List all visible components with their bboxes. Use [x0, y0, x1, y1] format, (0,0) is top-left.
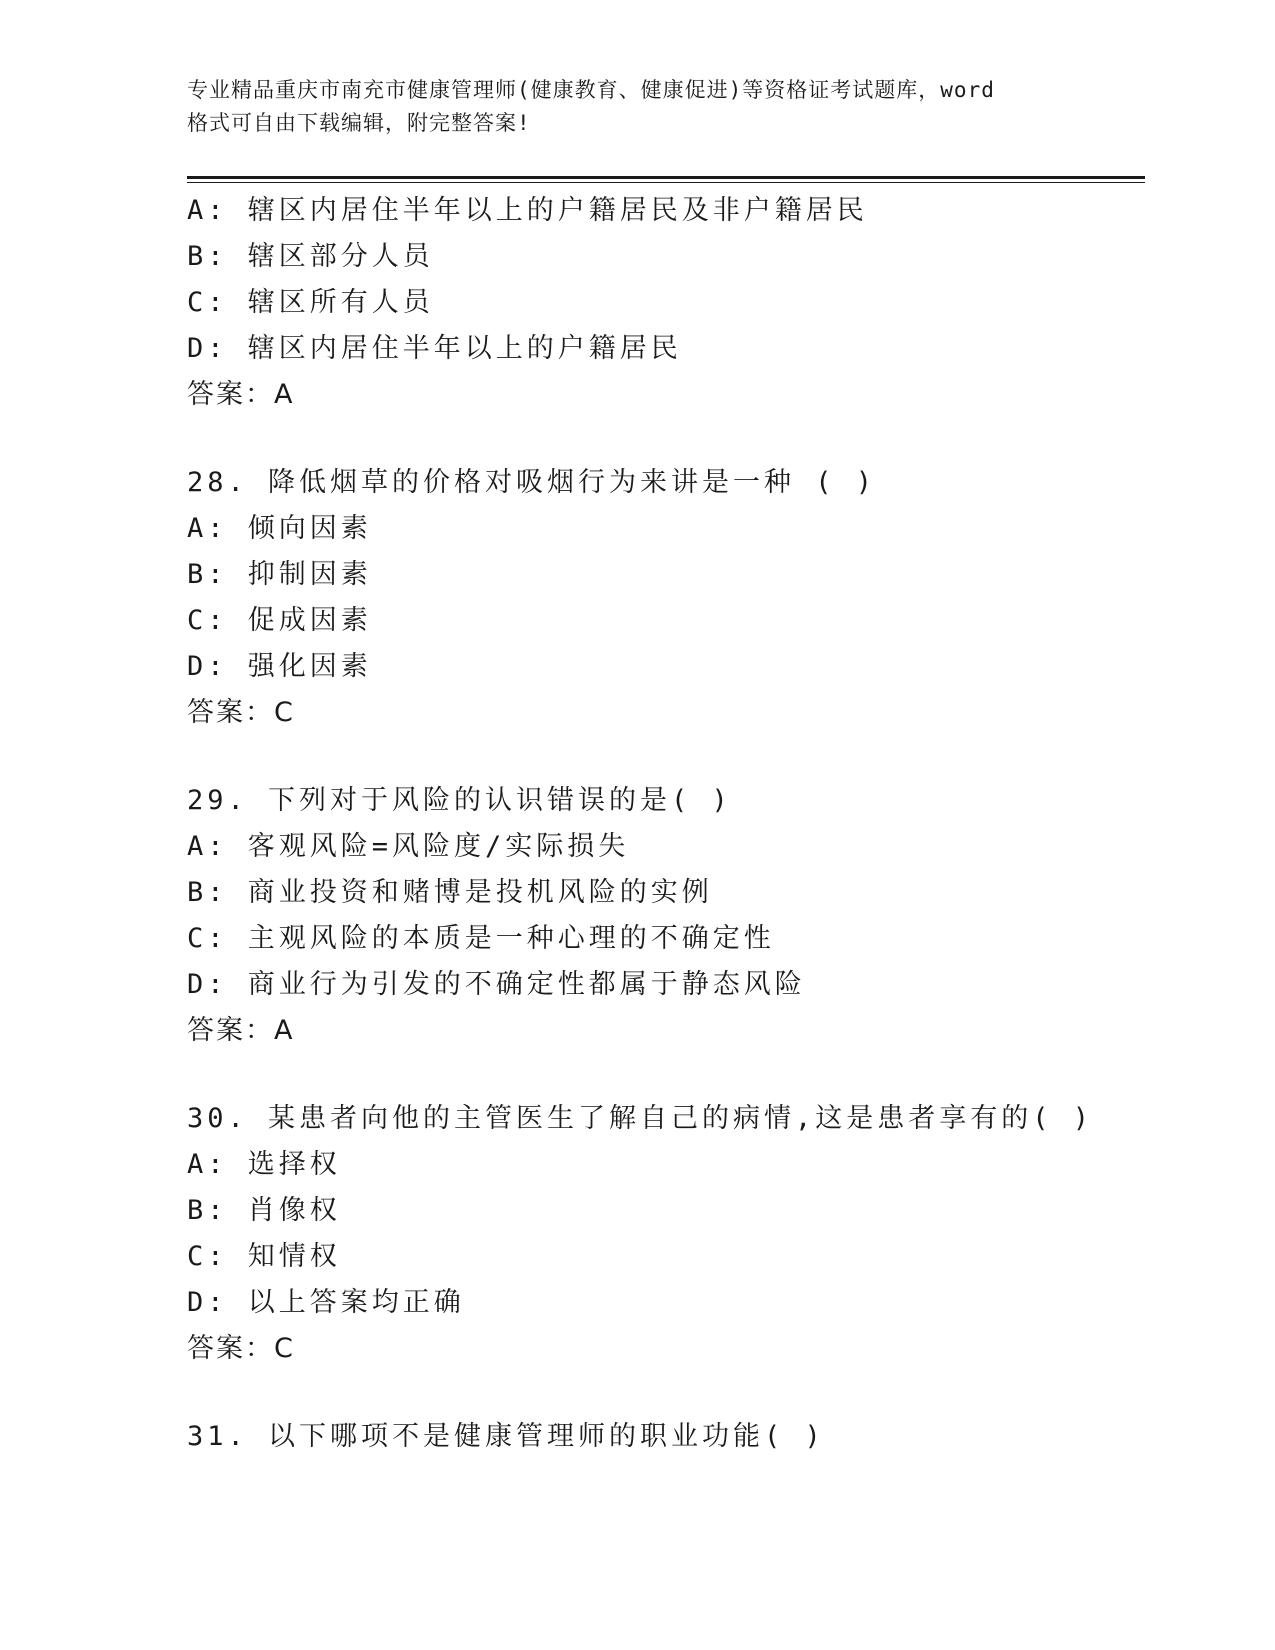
option-a: A: 选择权 — [187, 1149, 341, 1180]
option-a: A: 辖区内居住半年以上的户籍居民及非户籍居民 — [187, 195, 868, 226]
question-text: 30. 某患者向他的主管医生了解自己的病情,这是患者享有的( ) — [187, 1103, 1094, 1134]
question-block-31 — [187, 1414, 1137, 1460]
spacer — [187, 418, 1137, 460]
question-block-27 — [187, 188, 1137, 418]
spacer — [187, 1372, 1137, 1414]
option-d: D: 辖区内居住半年以上的户籍居民 — [187, 333, 682, 364]
question-list — [187, 188, 1137, 1460]
option-c: C: 促成因素 — [187, 605, 372, 636]
answer-line: 答案：A — [187, 379, 295, 410]
option-d: D: 强化因素 — [187, 651, 372, 682]
header-line-1: 专业精品重庆市南充市健康管理师(健康教育、健康促进)等资格证考试题库，word — [187, 78, 995, 102]
header-divider-thin — [187, 182, 1145, 183]
option-c: C: 辖区所有人员 — [187, 287, 434, 318]
document-header — [187, 74, 1087, 140]
option-c: C: 主观风险的本质是一种心理的不确定性 — [187, 923, 775, 954]
header-line-2: 格式可自由下载编辑，附完整答案! — [187, 111, 531, 135]
question-block-29 — [187, 778, 1137, 1054]
answer-line: 答案：A — [187, 1015, 295, 1046]
spacer — [187, 736, 1137, 778]
question-text: 29. 下列对于风险的认识错误的是( ) — [187, 785, 732, 816]
option-d: D: 商业行为引发的不确定性都属于静态风险 — [187, 969, 806, 1000]
option-a: A: 倾向因素 — [187, 513, 372, 544]
option-b: B: 肖像权 — [187, 1195, 341, 1226]
answer-line: 答案：C — [187, 697, 295, 728]
header-divider-thick — [187, 176, 1145, 179]
option-b: B: 商业投资和赌博是投机风险的实例 — [187, 877, 713, 908]
spacer — [187, 1054, 1137, 1096]
option-b: B: 抑制因素 — [187, 559, 372, 590]
option-a: A: 客观风险=风险度/实际损失 — [187, 831, 630, 862]
option-d: D: 以上答案均正确 — [187, 1287, 465, 1318]
question-text: 31. 以下哪项不是健康管理师的职业功能( ) — [187, 1421, 825, 1452]
answer-line: 答案：C — [187, 1333, 295, 1364]
option-b: B: 辖区部分人员 — [187, 241, 434, 272]
question-text: 28. 降低烟草的价格对吸烟行为来讲是一种 ( ) — [187, 467, 877, 498]
option-c: C: 知情权 — [187, 1241, 341, 1272]
question-block-30 — [187, 1096, 1137, 1372]
question-block-28 — [187, 460, 1137, 736]
